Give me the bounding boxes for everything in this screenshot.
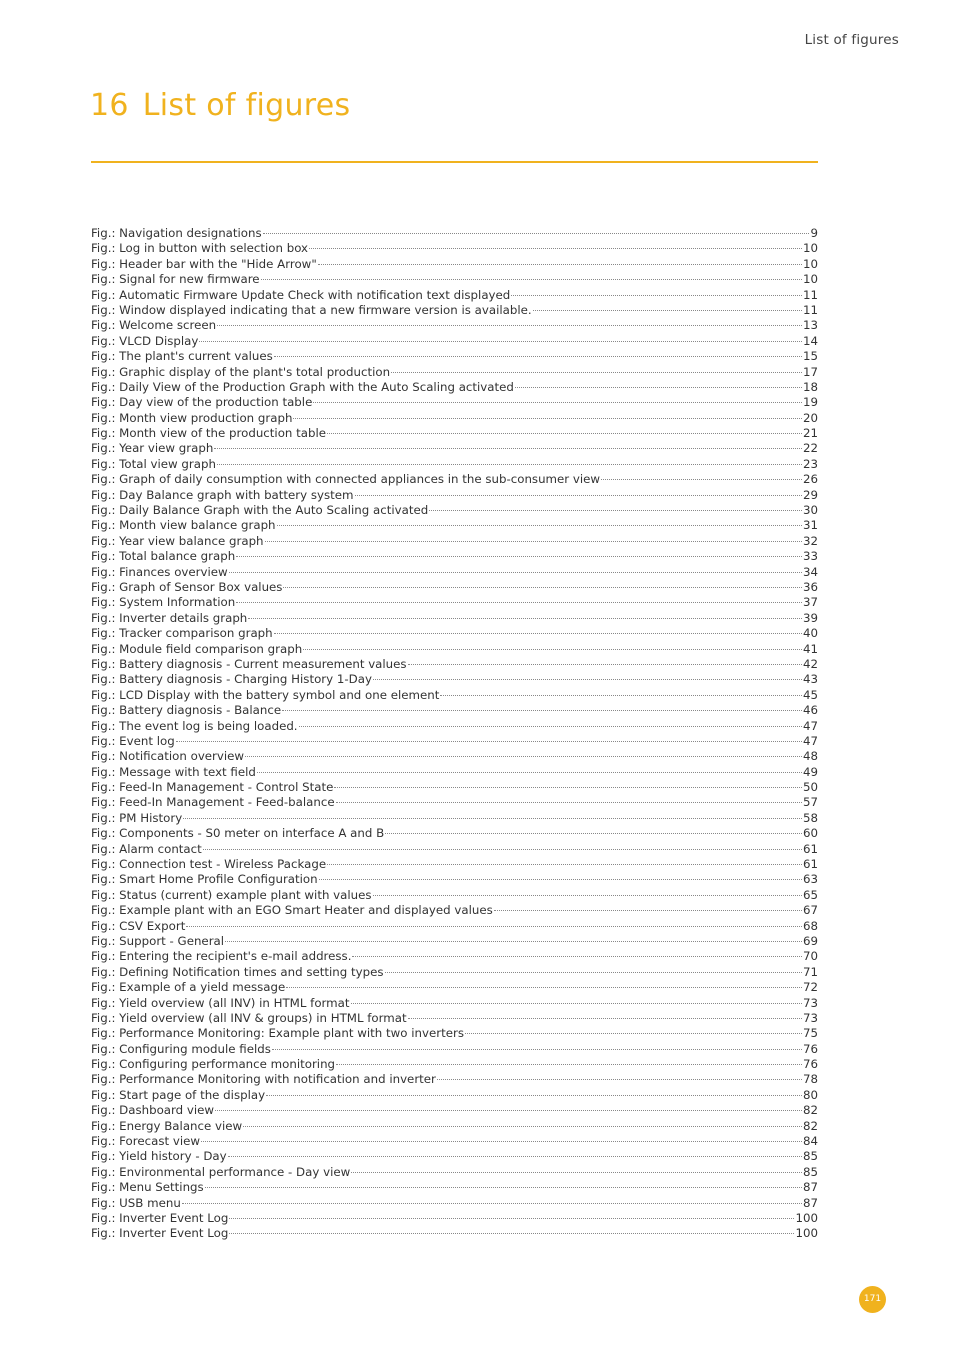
figure-entry[interactable] (91, 903, 818, 918)
figure-entry-label: Fig.: LCD Display with the battery symbol and one element (91, 687, 440, 702)
figure-entry[interactable] (91, 703, 818, 718)
dot-leader (286, 987, 802, 988)
figure-entry[interactable] (91, 503, 818, 518)
figure-entry-page: 57 (802, 795, 818, 810)
dot-leader (236, 602, 802, 603)
dot-leader (533, 310, 802, 311)
figure-entry-page: 75 (802, 1026, 818, 1041)
dot-leader (265, 541, 802, 542)
dot-leader (214, 448, 802, 449)
figure-entry[interactable] (91, 472, 818, 487)
dot-leader (373, 895, 802, 896)
dot-leader (261, 279, 802, 280)
figure-entry[interactable] (91, 334, 818, 349)
figure-entry-label: Fig.: Feed-In Management - Feed-balance (91, 795, 335, 810)
figure-entry-label: Fig.: Energy Balance view (91, 1118, 243, 1133)
figure-entry[interactable] (91, 1196, 818, 1211)
figure-entry-label: Fig.: Daily Balance Graph with the Auto Scaling activated (91, 503, 429, 518)
figure-entry-label: Fig.: Welcome screen (91, 318, 217, 333)
figure-entry-page: 40 (802, 626, 818, 641)
figure-entry-page: 76 (802, 1041, 818, 1056)
figure-entry[interactable] (91, 826, 818, 841)
figure-entry[interactable] (91, 534, 818, 549)
dot-leader (199, 341, 802, 342)
figure-entry-page: 61 (802, 857, 818, 872)
figure-entry[interactable] (91, 1180, 818, 1195)
dot-leader (274, 633, 802, 634)
figure-entry[interactable] (91, 657, 818, 672)
running-header: List of figures (804, 32, 899, 48)
figure-entry[interactable] (91, 795, 818, 810)
dot-leader (336, 802, 802, 803)
dot-leader (385, 833, 802, 834)
figure-entry[interactable] (91, 580, 818, 595)
figure-entry-page: 82 (802, 1103, 818, 1118)
figure-entry[interactable] (91, 949, 818, 964)
figure-entry[interactable] (91, 518, 818, 533)
figure-entry-label: Fig.: Window displayed indicating that a new firmware version is available. (91, 302, 532, 317)
figure-entry[interactable] (91, 734, 818, 749)
figure-entry-page: 17 (802, 364, 818, 379)
figure-entry[interactable] (91, 626, 818, 641)
dot-leader (272, 1049, 802, 1050)
figure-entry[interactable] (91, 1103, 818, 1118)
figure-entry-page: 32 (802, 533, 818, 548)
figure-entry-label: Fig.: Feed-In Management - Control State (91, 780, 334, 795)
chapter-title-text: List of figures (142, 88, 351, 123)
figure-entry[interactable] (91, 488, 818, 503)
chapter-number: 16 (90, 88, 129, 123)
figure-entry-page: 80 (802, 1087, 818, 1102)
figure-entry-page: 85 (802, 1149, 818, 1164)
figure-entry[interactable] (91, 719, 818, 734)
dot-leader (225, 941, 802, 942)
dot-leader (277, 525, 802, 526)
figure-entry[interactable] (91, 365, 818, 380)
figure-entry-page: 72 (802, 980, 818, 995)
figure-entry-page: 31 (802, 518, 818, 533)
figure-entry[interactable] (91, 411, 818, 426)
figure-entry-label: Fig.: Tracker comparison graph (91, 626, 273, 641)
figure-entry-page: 48 (802, 749, 818, 764)
figure-entry-page: 20 (802, 410, 818, 425)
dot-leader (176, 741, 802, 742)
title-rule (91, 161, 818, 163)
figure-entry-page: 84 (802, 1134, 818, 1149)
dot-leader (351, 1172, 802, 1173)
figure-entry[interactable] (91, 642, 818, 657)
figure-entry-page: 10 (802, 272, 818, 287)
figure-entry-label: Fig.: CSV Export (91, 918, 186, 933)
dot-leader (494, 910, 802, 911)
dot-leader (336, 1064, 802, 1065)
figure-entry-label: Fig.: Menu Settings (91, 1180, 204, 1195)
figure-entry-label: Fig.: Automatic Firmware Update Check with notification text displayed (91, 287, 511, 302)
dot-leader (229, 1233, 794, 1234)
dot-leader (318, 264, 802, 265)
dot-leader (440, 695, 802, 696)
dot-leader (385, 972, 802, 973)
figure-entry[interactable] (91, 842, 818, 857)
figure-entry-label: Fig.: Configuring module fields (91, 1041, 271, 1056)
figure-entry-page: 30 (802, 503, 818, 518)
figure-entry-label: Fig.: Month view balance graph (91, 518, 276, 533)
dot-leader (266, 1095, 802, 1096)
page-number-badge: 171 (859, 1286, 886, 1313)
dot-leader (217, 325, 802, 326)
figure-entry-label: Fig.: Notification overview (91, 749, 245, 764)
figure-entry-page: 23 (802, 456, 818, 471)
figure-entry-label: Fig.: Inverter details graph (91, 610, 248, 625)
dot-leader (408, 664, 802, 665)
dot-leader (236, 556, 802, 557)
figure-entry[interactable] (91, 395, 818, 410)
figure-entry-label: Fig.: The plant's current values (91, 349, 273, 364)
figure-entry-label: Fig.: Performance Monitoring: Example plant with two inverters (91, 1026, 465, 1041)
figure-entry[interactable] (91, 380, 818, 395)
figure-entry-page: 87 (802, 1180, 818, 1195)
dot-leader (282, 710, 802, 711)
figure-entry[interactable] (91, 765, 818, 780)
figure-entry-label: Fig.: Connection test - Wireless Package (91, 857, 327, 872)
figure-entry-page: 15 (802, 349, 818, 364)
figure-entry[interactable] (91, 549, 818, 564)
figure-entry-label: Fig.: Defining Notification times and setting types (91, 964, 384, 979)
figure-entry-label: Fig.: Graphic display of the plant's total production (91, 364, 391, 379)
dot-leader (408, 1018, 802, 1019)
figure-entry-page: 10 (802, 256, 818, 271)
figure-entry-page: 73 (802, 995, 818, 1010)
figure-entry-label: Fig.: Environmental performance - Day view (91, 1164, 351, 1179)
figure-entry-label: Fig.: Graph of daily consumption with connected appliances in the sub-consumer view (91, 472, 601, 487)
figure-entry[interactable] (91, 688, 818, 703)
figure-entry-label: Fig.: PM History (91, 810, 183, 825)
figure-entry-label: Fig.: Components - S0 meter on interface A and B (91, 826, 385, 841)
figure-entry[interactable] (91, 1057, 818, 1072)
figure-entry[interactable] (91, 611, 818, 626)
figure-entry-page: 60 (802, 826, 818, 841)
figure-entry-page: 29 (802, 487, 818, 502)
dot-leader (303, 649, 802, 650)
figure-entry-page: 49 (802, 764, 818, 779)
figure-entry-page: 78 (802, 1072, 818, 1087)
figure-entry-page: 46 (802, 703, 818, 718)
figure-entry[interactable] (91, 749, 818, 764)
figure-entry-label: Fig.: Yield overview (all INV & groups) in HTML format (91, 1010, 407, 1025)
figure-entry[interactable] (91, 980, 818, 995)
figure-entry-page: 41 (802, 641, 818, 656)
dot-leader (515, 387, 802, 388)
figure-entry[interactable] (91, 257, 818, 272)
figure-entry[interactable] (91, 1088, 818, 1103)
figure-entry-label: Fig.: Month view production graph (91, 410, 293, 425)
figure-entry-label: Fig.: Daily View of the Production Graph with the Auto Scaling activated (91, 379, 514, 394)
dot-leader (465, 1033, 802, 1034)
figure-entry-label: Fig.: Signal for new firmware (91, 272, 260, 287)
dot-leader (373, 679, 802, 680)
figure-entry-label: Fig.: VLCD Display (91, 333, 199, 348)
figure-entry-page: 21 (802, 426, 818, 441)
figure-entry-label: Fig.: Message with text field (91, 764, 256, 779)
dot-leader (229, 572, 802, 573)
figure-entry-page: 70 (802, 949, 818, 964)
figure-entry-page: 69 (802, 933, 818, 948)
dot-leader (437, 1079, 802, 1080)
figure-entry[interactable] (91, 226, 818, 241)
figure-list (91, 226, 818, 1242)
figure-entry-label: Fig.: Yield overview (all INV) in HTML format (91, 995, 350, 1010)
figure-entry-label: Fig.: Start page of the display (91, 1087, 266, 1102)
figure-entry-page: 22 (802, 441, 818, 456)
dot-leader (293, 418, 802, 419)
figure-entry-label: Fig.: Log in button with selection box (91, 241, 309, 256)
figure-entry-page: 82 (802, 1118, 818, 1133)
dot-leader (299, 726, 802, 727)
figure-entry[interactable] (91, 780, 818, 795)
figure-entry[interactable] (91, 965, 818, 980)
figure-entry[interactable] (91, 426, 818, 441)
figure-entry-page: 47 (802, 733, 818, 748)
figure-entry[interactable] (91, 303, 818, 318)
dot-leader (601, 479, 802, 480)
figure-entry-page: 50 (802, 780, 818, 795)
figure-entry-page: 68 (802, 918, 818, 933)
dot-leader (182, 1203, 802, 1204)
figure-entry-label: Fig.: Forecast view (91, 1134, 200, 1149)
figure-entry[interactable] (91, 811, 818, 826)
figure-entry-page: 33 (802, 549, 818, 564)
figure-entry[interactable] (91, 1211, 818, 1226)
figure-entry[interactable] (91, 1119, 818, 1134)
figure-entry-label: Fig.: Inverter Event Log (91, 1211, 229, 1225)
figure-entry-label: Fig.: Year view graph (91, 441, 214, 456)
figure-entry-label: Fig.: USB menu (91, 1195, 181, 1210)
figure-entry-label: Fig.: System Information (91, 595, 236, 610)
dot-leader (205, 1187, 802, 1188)
dot-leader (263, 233, 810, 234)
figure-entry-page: 45 (802, 687, 818, 702)
figure-entry-label: Fig.: Status (current) example plant with values (91, 887, 372, 902)
figure-entry-page: 61 (802, 841, 818, 856)
dot-leader (319, 879, 802, 880)
figure-entry-page: 9 (810, 226, 818, 240)
chapter-title (90, 88, 350, 123)
figure-entry-page: 10 (802, 241, 818, 256)
dot-leader (351, 1003, 802, 1004)
dot-leader (257, 772, 802, 773)
dot-leader (309, 248, 802, 249)
figure-entry-page: 11 (802, 287, 818, 302)
figure-entry[interactable] (91, 934, 818, 949)
dot-leader (183, 818, 802, 819)
figure-entry-page: 73 (802, 1010, 818, 1025)
figure-entry-page: 18 (802, 379, 818, 394)
figure-entry-page: 34 (802, 564, 818, 579)
dot-leader (391, 372, 802, 373)
figure-entry-label: Fig.: Entering the recipient's e-mail address. (91, 949, 352, 964)
dot-leader (511, 295, 802, 296)
figure-entry-page: 63 (802, 872, 818, 887)
figure-entry-label: Fig.: Performance Monitoring with notification and inverter (91, 1072, 436, 1087)
figure-entry-label: Fig.: Total view graph (91, 456, 216, 471)
figure-entry[interactable] (91, 1026, 818, 1041)
figure-entry[interactable] (91, 1042, 818, 1057)
figure-entry[interactable] (91, 1072, 818, 1087)
figure-entry-label: Fig.: Header bar with the "Hide Arrow" (91, 256, 317, 271)
dot-leader (201, 1141, 802, 1142)
figure-entry-page: 58 (802, 810, 818, 825)
figure-entry-label: Fig.: Year view balance graph (91, 533, 264, 548)
figure-entry[interactable] (91, 1134, 818, 1149)
figure-entry-page: 14 (802, 333, 818, 348)
figure-entry-page: 39 (802, 610, 818, 625)
dot-leader (245, 756, 802, 757)
dot-leader (248, 618, 802, 619)
dot-leader (283, 587, 802, 588)
figure-entry-label: Fig.: Finances overview (91, 564, 228, 579)
figure-entry-label: Fig.: Navigation designations (91, 226, 262, 240)
figure-entry-label: Fig.: Battery diagnosis - Charging History 1-Day (91, 672, 372, 687)
figure-entry[interactable] (91, 457, 818, 472)
figure-entry[interactable] (91, 857, 818, 872)
figure-entry[interactable] (91, 888, 818, 903)
figure-entry-page: 71 (802, 964, 818, 979)
figure-entry-label: Fig.: The event log is being loaded. (91, 718, 298, 733)
figure-entry-page: 19 (802, 395, 818, 410)
dot-leader (215, 1110, 802, 1111)
figure-entry-page: 76 (802, 1057, 818, 1072)
figure-entry-label: Fig.: Day view of the production table (91, 395, 313, 410)
figure-entry-label: Fig.: Total balance graph (91, 549, 236, 564)
figure-entry[interactable] (91, 441, 818, 456)
figure-entry-label: Fig.: Battery diagnosis - Balance (91, 703, 282, 718)
figure-entry[interactable] (91, 672, 818, 687)
figure-entry-label: Fig.: Support - General (91, 933, 225, 948)
dot-leader (229, 1218, 794, 1219)
dot-leader (228, 1156, 802, 1157)
figure-entry-page: 67 (802, 903, 818, 918)
figure-entry[interactable] (91, 288, 818, 303)
figure-entry[interactable] (91, 349, 818, 364)
figure-entry-label: Fig.: Day Balance graph with battery system (91, 487, 354, 502)
dot-leader (186, 926, 802, 927)
dot-leader (203, 849, 802, 850)
figure-entry-label: Fig.: Alarm contact (91, 841, 202, 856)
figure-entry[interactable] (91, 595, 818, 610)
dot-leader (352, 956, 802, 957)
figure-entry-page: 100 (795, 1211, 818, 1225)
figure-entry-page: 100 (795, 1226, 818, 1241)
figure-entry-page: 37 (802, 595, 818, 610)
figure-entry-label: Fig.: Graph of Sensor Box values (91, 579, 283, 594)
figure-entry-page: 43 (802, 672, 818, 687)
figure-entry-page: 26 (802, 472, 818, 487)
figure-entry-label: Fig.: Battery diagnosis - Current measurement values (91, 656, 407, 671)
figure-entry-label: Fig.: Example plant with an EGO Smart Heater and displayed values (91, 903, 493, 918)
figure-entry[interactable] (91, 272, 818, 287)
dot-leader (429, 510, 802, 511)
figure-entry-label: Fig.: Inverter Event Log (91, 1226, 229, 1241)
figure-entry[interactable] (91, 996, 818, 1011)
figure-entry-page: 85 (802, 1164, 818, 1179)
dot-leader (217, 464, 802, 465)
figure-entry-page: 65 (802, 887, 818, 902)
figure-entry[interactable] (91, 565, 818, 580)
figure-entry-label: Fig.: Event log (91, 733, 175, 748)
dot-leader (334, 787, 802, 788)
figure-entry-page: 87 (802, 1195, 818, 1210)
figure-entry-label: Fig.: Yield history - Day (91, 1149, 227, 1164)
figure-entry-page: 13 (802, 318, 818, 333)
dot-leader (274, 356, 802, 357)
figure-entry-label: Fig.: Smart Home Profile Configuration (91, 872, 318, 887)
dot-leader (243, 1126, 802, 1127)
dot-leader (327, 864, 802, 865)
figure-entry-page: 47 (802, 718, 818, 733)
figure-entry-page: 11 (802, 302, 818, 317)
dot-leader (327, 433, 802, 434)
figure-entry-page: 42 (802, 656, 818, 671)
figure-entry-label: Fig.: Module field comparison graph (91, 641, 303, 656)
figure-entry-label: Fig.: Dashboard view (91, 1103, 215, 1118)
figure-entry[interactable] (91, 1011, 818, 1026)
figure-entry-label: Fig.: Month view of the production table (91, 426, 327, 441)
figure-entry[interactable] (91, 1149, 818, 1164)
dot-leader (313, 402, 802, 403)
figure-entry[interactable] (91, 241, 818, 256)
figure-entry[interactable] (91, 872, 818, 887)
figure-entry[interactable] (91, 1226, 818, 1241)
figure-entry[interactable] (91, 1165, 818, 1180)
figure-entry-label: Fig.: Configuring performance monitoring (91, 1057, 336, 1072)
figure-entry-page: 36 (802, 579, 818, 594)
figure-entry-label: Fig.: Example of a yield message (91, 980, 286, 995)
figure-entry[interactable] (91, 318, 818, 333)
figure-entry[interactable] (91, 919, 818, 934)
dot-leader (355, 495, 802, 496)
